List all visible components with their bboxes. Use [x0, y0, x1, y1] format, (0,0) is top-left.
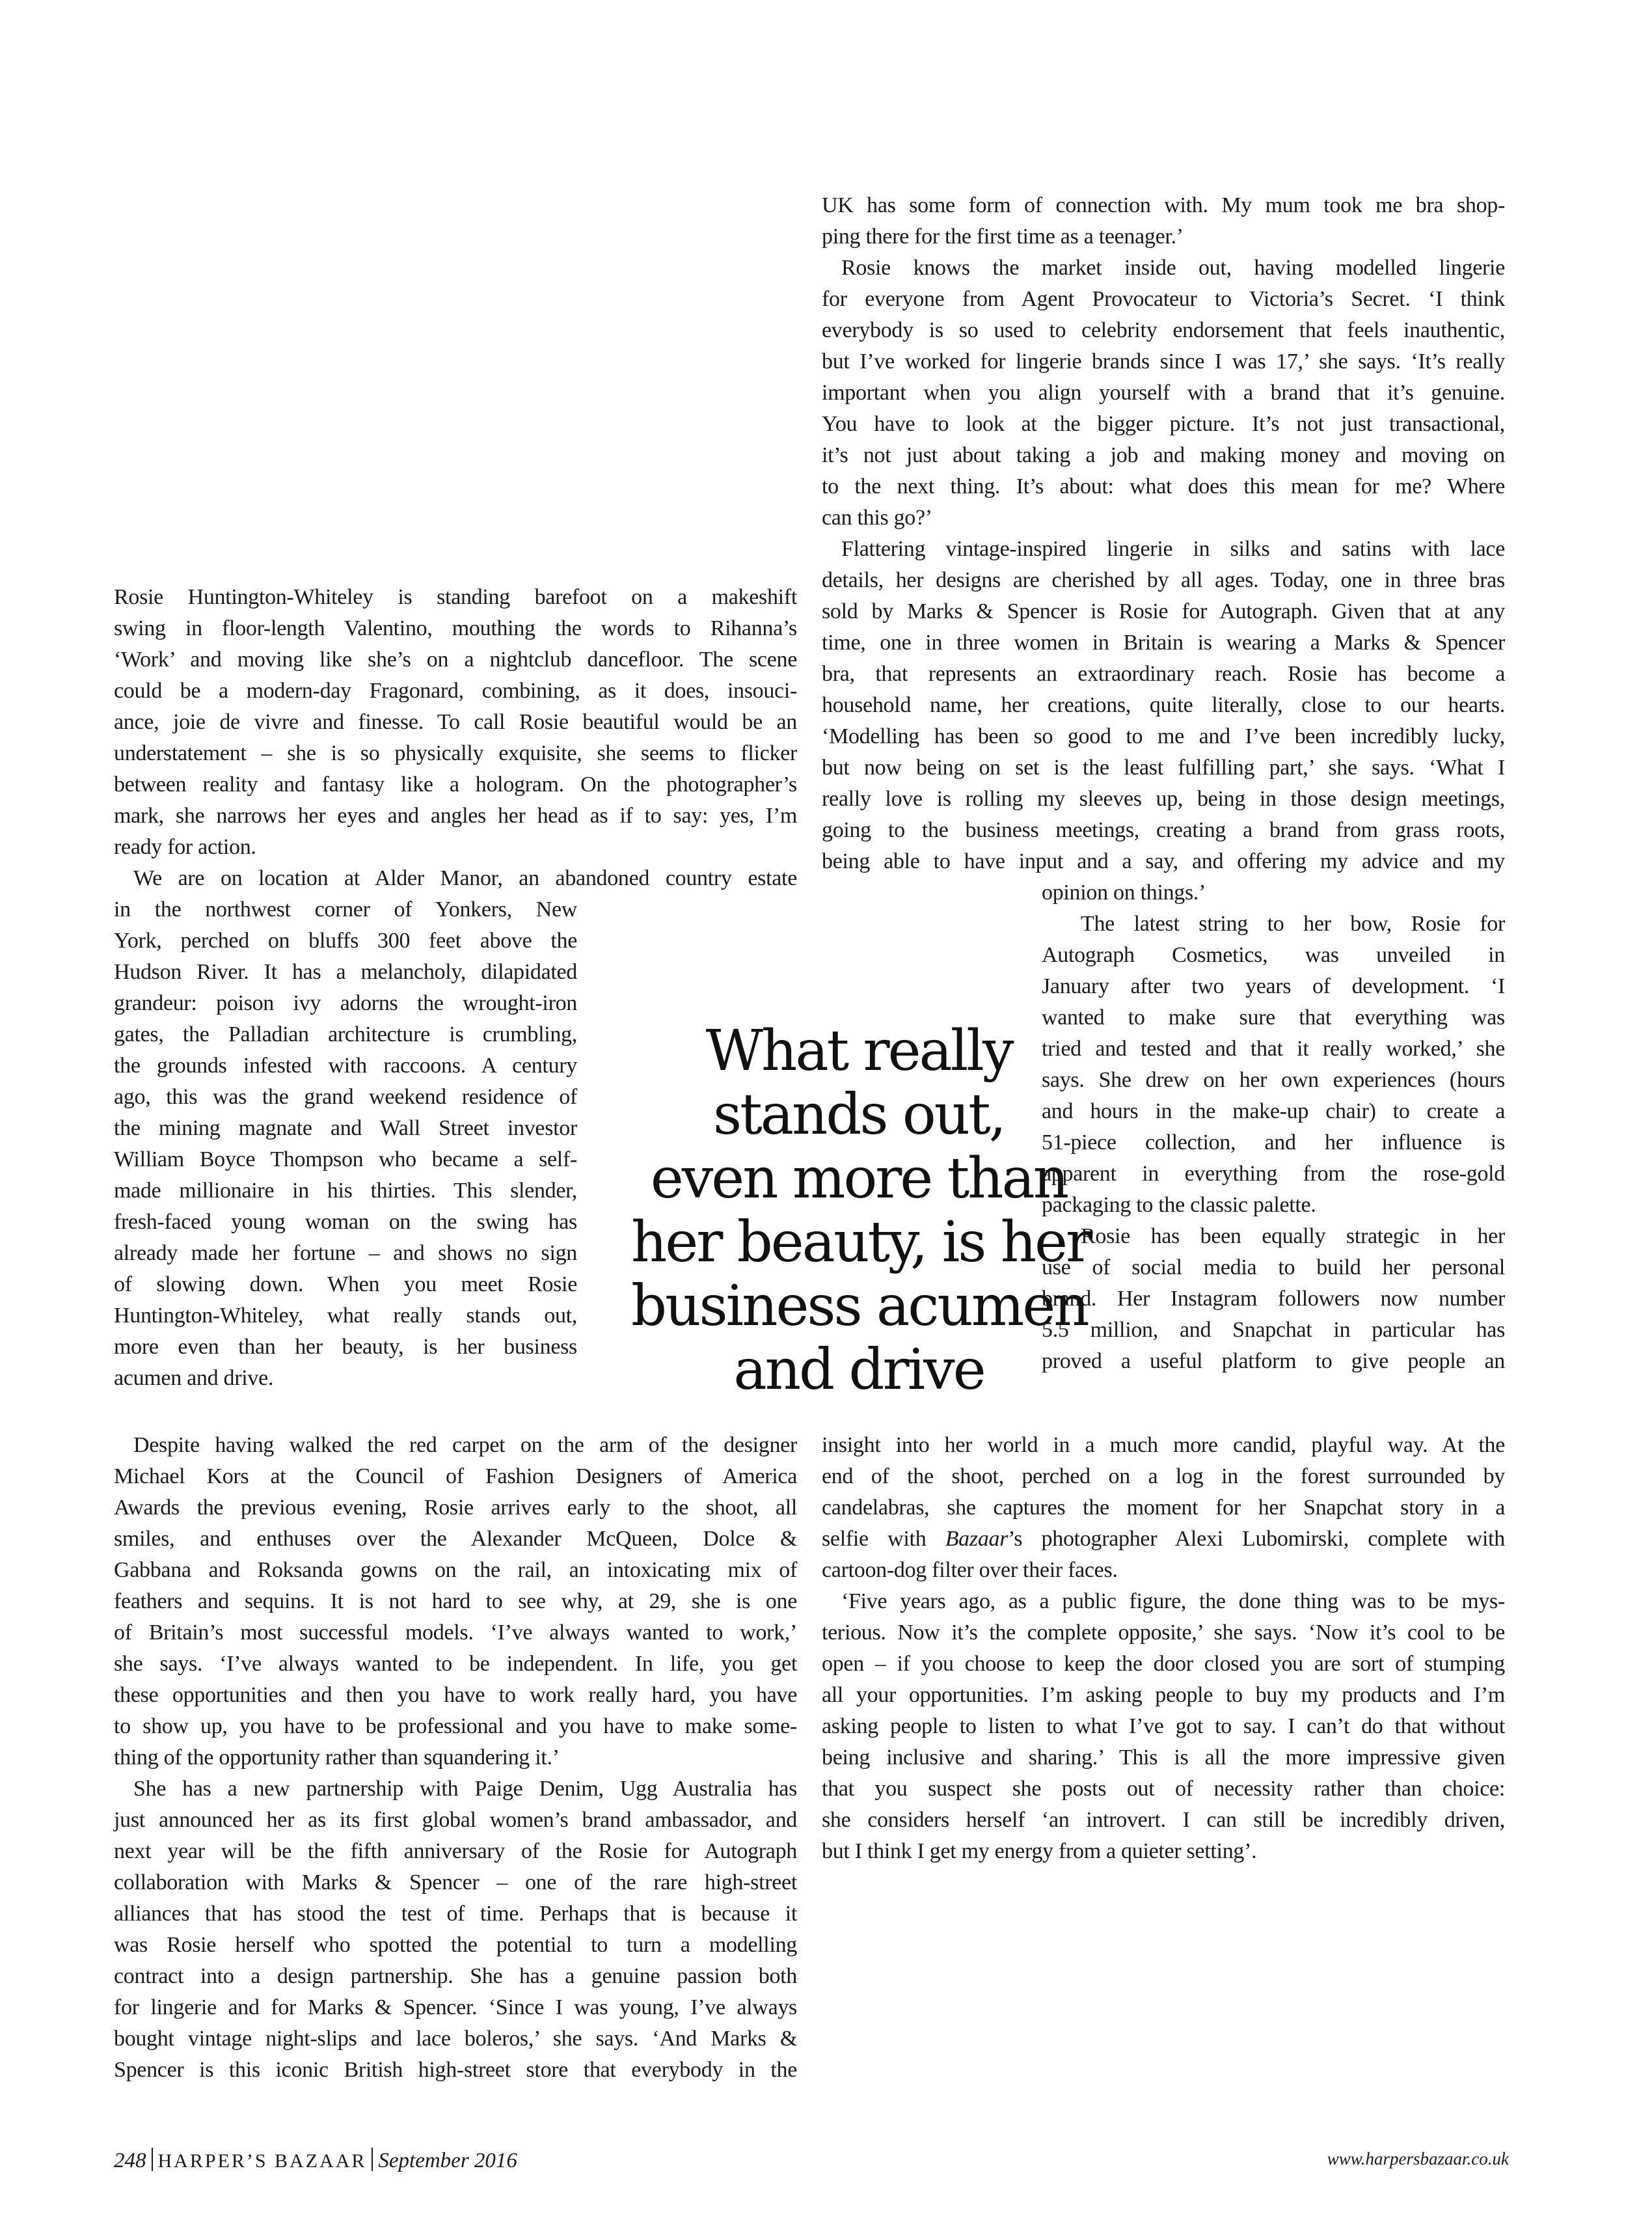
- text-line: contract into a design partnership. She has a genuine passion both: [114, 1964, 797, 1988]
- text-line: William Boyce Thompson who became a self-: [114, 1147, 577, 1171]
- text-line: swing in floor-length Valentino, mouthing the words to Rihanna’s: [114, 616, 797, 640]
- text-line: Rosie Huntington-Whiteley is standing barefoot on a makeshift: [114, 585, 797, 609]
- text-line: between reality and fantasy like a hologram. On the photographer’s: [114, 773, 797, 797]
- text-line: open – if you choose to keep the door closed you are sort of stumping: [822, 1652, 1505, 1676]
- text-line: she considers herself ‘an introvert. I can still be incredibly driven,: [822, 1808, 1505, 1832]
- text-line: time, one in three women in Britain is wearing a Marks & Spencer: [822, 631, 1505, 655]
- text-line: use of social media to build her personal: [1042, 1255, 1505, 1279]
- magazine-title: Bazaar: [945, 1527, 1009, 1551]
- text-line: She has a new partnership with Paige Denim, Ugg Australia has: [133, 1777, 797, 1801]
- text-line: to the next thing. It’s about: what does this mean for me? Where: [822, 474, 1505, 499]
- text-line: already made her fortune – and shows no sign: [114, 1241, 577, 1265]
- text-line: thing of the opportunity rather than squandering it.’: [114, 1745, 560, 1770]
- pull-quote-line: and drive: [733, 1337, 984, 1402]
- text-line: January after two years of development. ‘I: [1042, 974, 1505, 998]
- text-line: but I’ve worked for lingerie brands since I was 17,’ she says. ‘It’s really: [822, 349, 1505, 374]
- text-line: just announced her as its first global women’s brand ambassador, and: [114, 1808, 797, 1832]
- website-url: www.harpersbazaar.co.uk: [1327, 2149, 1509, 2168]
- text-line: she says. ‘I’ve always wanted to be independent. In life, you get: [114, 1652, 797, 1676]
- text-line: acumen and drive.: [114, 1366, 274, 1390]
- text-line: brand. Her Instagram followers now number: [1042, 1287, 1505, 1311]
- text-line: Spencer is this iconic British high-street store that everybody in the: [114, 2058, 797, 2082]
- text-line: sold by Marks & Spencer is Rosie for Autograph. Given that at any: [822, 599, 1505, 623]
- text-line: proved a useful platform to give people an: [1042, 1349, 1505, 1373]
- text-line: really love is rolling my sleeves up, being in those design meetings,: [822, 787, 1505, 811]
- text-line: but now being on set is the least fulfilling part,’ she says. ‘What I: [822, 756, 1505, 780]
- text-line: Autograph Cosmetics, was unveiled in: [1042, 943, 1505, 967]
- text-line: Huntington-Whiteley, what really stands out,: [114, 1304, 577, 1328]
- text-line: ping there for the first time as a teenager.’: [822, 225, 1184, 249]
- text-line: Gabbana and Roksanda gowns on the rail, an intoxicating mix of: [114, 1558, 797, 1582]
- text-line: You have to look at the bigger picture. It’s not just transactional,: [822, 412, 1505, 436]
- text-line: everybody is so used to celebrity endorsement that feels inauthentic,: [822, 318, 1505, 342]
- text-line: these opportunities and then you have to work really hard, you have: [114, 1683, 797, 1707]
- folio-divider: [372, 2148, 373, 2171]
- text-line: for lingerie and for Marks & Spencer. ‘Since I was young, I’ve always: [114, 1995, 797, 2019]
- text-line: was Rosie herself who spotted the potential to turn a modelling: [114, 1933, 797, 1957]
- text-line: end of the shoot, perched on a log in the forest surrounded by: [822, 1464, 1505, 1488]
- text-line: Flattering vintage-inspired lingerie in silks and satins with lace: [841, 537, 1505, 561]
- pull-quote-line: What really: [705, 1019, 1012, 1084]
- text-line: Hudson River. It has a melancholy, dilapidated: [114, 960, 577, 984]
- text-line: Awards the previous evening, Rosie arrives early to the shoot, all: [114, 1496, 797, 1520]
- text-line: ‘Work’ and moving like she’s on a nightclub dancefloor. The scene: [114, 648, 797, 672]
- text-line: asking people to listen to what I’ve got to say. I can’t do that without: [822, 1714, 1505, 1738]
- text-line: York, perched on bluffs 300 feet above the: [114, 929, 577, 953]
- text-line: We are on location at Alder Manor, an abandoned country estate: [133, 866, 797, 890]
- text-line: grandeur: poison ivy adorns the wrought-iron: [114, 991, 577, 1015]
- page-number: 248: [114, 2149, 146, 2172]
- text-line: alliances that has stood the test of time. Perhaps that is because it: [114, 1902, 797, 1926]
- publication-name: HARPER’S BAZAAR: [157, 2150, 367, 2172]
- text-line: ‘Modelling has been so good to me and I’ve been incredibly lucky,: [822, 724, 1505, 748]
- text-line: bra, that represents an extraordinary reach. Rosie has become a: [822, 662, 1505, 686]
- text-line: 51-piece collection, and her influence is: [1042, 1130, 1505, 1155]
- text-line: important when you align yourself with a brand that it’s genuine.: [822, 381, 1505, 405]
- text-line: could be a modern-day Fragonard, combining, as it does, insouci-: [114, 679, 797, 703]
- text-line: candelabras, she captures the moment for her Snapchat story in a: [822, 1496, 1505, 1520]
- text-line: Rosie knows the market inside out, having modelled lingerie: [841, 256, 1505, 280]
- pull-quote-line: business acumen: [631, 1274, 1088, 1339]
- text-line: being inclusive and sharing.’ This is all the more impressive given: [822, 1745, 1505, 1770]
- text-line: the grounds infested with raccoons. A century: [114, 1054, 577, 1078]
- text-line: ago, this was the grand weekend residence of: [114, 1085, 577, 1109]
- pull-quote-line: stands out,: [713, 1082, 1005, 1147]
- text-line: 5.5 million, and Snapchat in particular has: [1042, 1318, 1505, 1342]
- text-line: bought vintage night-slips and lace boleros,’ she says. ‘And Marks &: [114, 2027, 797, 2051]
- text-line: of Britain’s most successful models. ‘I’ve always wanted to work,’: [114, 1620, 797, 1645]
- text-line: apparent in everything from the rose-gold: [1042, 1162, 1505, 1186]
- text-line: collaboration with Marks & Spencer – one of the rare high-street: [114, 1870, 797, 1894]
- text-line: more even than her beauty, is her business: [114, 1335, 577, 1359]
- text-line: details, her designs are cherished by all ages. Today, one in three bras: [822, 568, 1505, 592]
- text-line: Michael Kors at the Council of Fashion Designers of America: [114, 1464, 797, 1488]
- text-line: feathers and sequins. It is not hard to see why, at 29, she is one: [114, 1589, 797, 1613]
- text-line: Rosie has been equally strategic in her: [1081, 1224, 1505, 1248]
- text-line: cartoon-dog filter over their faces.: [822, 1558, 1118, 1582]
- text-line: understatement – she is so physically exquisite, she seems to flicker: [114, 741, 797, 765]
- text-line: opinion on things.’: [1042, 881, 1206, 905]
- text-line: household name, her creations, quite literally, close to our hearts.: [822, 693, 1505, 717]
- text-line: mark, she narrows her eyes and angles her head as if to say: yes, I’m: [114, 804, 797, 828]
- text-line: The latest string to her bow, Rosie for: [1081, 912, 1505, 936]
- text-line: but I think I get my energy from a quieter setting’.: [822, 1839, 1257, 1863]
- text-line: tried and tested and that it really worked,’ she: [1042, 1037, 1505, 1061]
- text-line: being able to have input and a say, and offering my advice and my: [822, 849, 1505, 873]
- text-line: to show up, you have to be professional and you have to make some-: [114, 1714, 797, 1738]
- text-line: going to the business meetings, creating a brand from grass roots,: [822, 818, 1505, 842]
- folio: [114, 2148, 517, 2174]
- text-line: fresh-faced young woman on the swing has: [114, 1210, 577, 1234]
- text-line: gates, the Palladian architecture is crumbling,: [114, 1022, 577, 1046]
- pull-quote-line: even more than: [650, 1146, 1068, 1211]
- text-line: can this go?’: [822, 506, 932, 530]
- text-line: it’s not just about taking a job and making money and moving on: [822, 443, 1505, 467]
- issue-date: September 2016: [378, 2149, 517, 2172]
- text-line: in the northwest corner of Yonkers, New: [114, 897, 577, 922]
- text-line: next year will be the fifth anniversary of the Rosie for Autograph: [114, 1839, 797, 1863]
- text-line: Despite having walked the red carpet on the arm of the designer: [133, 1433, 797, 1457]
- text-line: and hours in the make-up chair) to create a: [1042, 1099, 1505, 1123]
- text-line: UK has some form of connection with. My mum took me bra shop-: [822, 193, 1505, 217]
- pull-quote-line: her beauty, is her: [631, 1210, 1091, 1275]
- text-line: all your opportunities. I’m asking people to buy my products and I’m: [822, 1683, 1505, 1707]
- text-line: ance, joie de vivre and finesse. To call Rosie beautiful would be an: [114, 710, 797, 734]
- text-line: for everyone from Agent Provocateur to Victoria’s Secret. ‘I think: [822, 287, 1505, 311]
- text-line: made millionaire in his thirties. This slender,: [114, 1179, 577, 1203]
- text-line: ready for action.: [114, 835, 256, 859]
- pull-quote: [631, 1019, 1091, 1402]
- text-line: insight into her world in a much more candid, playful way. At the: [822, 1433, 1505, 1457]
- text-line: selfie with Bazaar’s photographer Alexi Lubomirski, complete with: [822, 1527, 1505, 1551]
- folio-divider: [152, 2148, 153, 2171]
- text-line: ‘Five years ago, as a public figure, the done thing was to be mys-: [841, 1589, 1505, 1613]
- text-line: of slowing down. When you meet Rosie: [114, 1272, 577, 1296]
- text-line: that you suspect she posts out of necessity rather than choice:: [822, 1777, 1505, 1801]
- text-line: says. She drew on her own experiences (hours: [1042, 1068, 1505, 1092]
- text-line: smiles, and enthuses over the Alexander McQueen, Dolce &: [114, 1527, 797, 1551]
- text-line: terious. Now it’s the complete opposite,’ she says. ‘Now it’s cool to be: [822, 1620, 1505, 1645]
- text-line: packaging to the classic palette.: [1042, 1193, 1316, 1217]
- text-line: the mining magnate and Wall Street investor: [114, 1116, 577, 1140]
- text-line: wanted to make sure that everything was: [1042, 1005, 1505, 1030]
